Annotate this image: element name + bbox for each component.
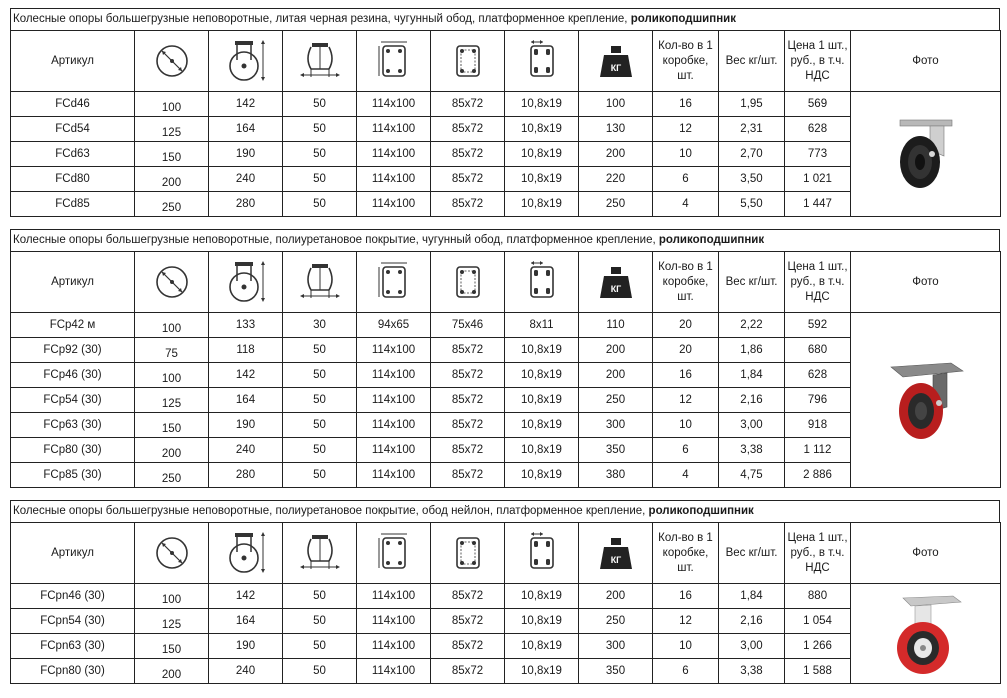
plate-size-icon — [357, 252, 431, 313]
box-cell: 12 — [653, 388, 719, 413]
height-cell: 190 — [209, 634, 283, 659]
plate-cell: 114x100 — [357, 413, 431, 438]
bolts-cell: 85x72 — [431, 438, 505, 463]
weight-badge: КГ — [610, 63, 621, 73]
box-cell: 20 — [653, 313, 719, 338]
load-cell: 200 — [579, 363, 653, 388]
width-cell: 50 — [283, 92, 357, 117]
per-box-header — [653, 523, 719, 584]
width-cell: 50 — [283, 388, 357, 413]
article-cell: FCd46 — [11, 92, 135, 117]
plate-size-icon — [357, 31, 431, 92]
price-cell: 918 — [785, 413, 851, 438]
kg-cell: 3,50 — [719, 167, 785, 192]
title-bold-text: роликоподшипник — [648, 505, 754, 517]
weight-badge: КГ — [610, 555, 621, 565]
kg-cell: 1,95 — [719, 92, 785, 117]
caster-photo-black — [851, 114, 1000, 194]
diameter-cell: 200 — [135, 659, 209, 684]
kg-cell: 2,70 — [719, 142, 785, 167]
box-cell: 10 — [653, 413, 719, 438]
article-cell: FCpn63 (30) — [11, 634, 135, 659]
plate-cell: 114x100 — [357, 584, 431, 609]
article-cell: FCp42 м — [11, 313, 135, 338]
bolts-cell: 85x72 — [431, 584, 505, 609]
diameter-cell: 150 — [135, 413, 209, 438]
diameter-cell: 200 — [135, 167, 209, 192]
bolts-cell: 85x72 — [431, 609, 505, 634]
load-cell: 300 — [579, 634, 653, 659]
header-row — [11, 523, 1001, 584]
catalog-page — [10, 8, 1000, 696]
article-cell: FCpn46 (30) — [11, 584, 135, 609]
plate-cell: 114x100 — [357, 338, 431, 363]
wheel-width-icon — [283, 31, 357, 92]
width-cell: 30 — [283, 313, 357, 338]
bolt-hole-icon — [505, 252, 579, 313]
bolts-cell: 85x72 — [431, 463, 505, 488]
kg-cell: 3,00 — [719, 413, 785, 438]
article-cell: FCp54 (30) — [11, 388, 135, 413]
bolts-cell: 85x72 — [431, 413, 505, 438]
price-cell: 1 021 — [785, 167, 851, 192]
article-header: Артикул — [11, 523, 135, 584]
caster-photo-red — [851, 355, 1000, 445]
width-cell: 50 — [283, 659, 357, 684]
photo-cell — [851, 313, 1001, 488]
load-cell: 300 — [579, 413, 653, 438]
price-cell: 1 112 — [785, 438, 851, 463]
article-cell: FCp85 (30) — [11, 463, 135, 488]
wheel-diameter-icon — [135, 523, 209, 584]
bolts-cell: 85x72 — [431, 92, 505, 117]
load-cell: 250 — [579, 609, 653, 634]
product-table-3 — [10, 500, 1000, 684]
box-cell: 10 — [653, 634, 719, 659]
kg-cell: 2,16 — [719, 388, 785, 413]
load-cell: 350 — [579, 438, 653, 463]
load-cell: 250 — [579, 192, 653, 217]
price-cell: 1 588 — [785, 659, 851, 684]
price-cell: 628 — [785, 117, 851, 142]
load-cell: 380 — [579, 463, 653, 488]
box-cell: 6 — [653, 659, 719, 684]
weight-label: Вес кг/шт. — [725, 275, 778, 288]
hole-cell: 8x11 — [505, 313, 579, 338]
plate-cell: 114x100 — [357, 117, 431, 142]
hole-cell: 10,8x19 — [505, 438, 579, 463]
bolts-cell: 75x46 — [431, 313, 505, 338]
load-weight-icon — [579, 252, 653, 313]
box-cell: 6 — [653, 167, 719, 192]
spec-table — [10, 522, 1001, 684]
height-cell: 133 — [209, 313, 283, 338]
bolts-cell: 85x72 — [431, 659, 505, 684]
spec-table — [10, 251, 1001, 488]
title-bold-text: роликоподшипник — [630, 13, 736, 25]
table-row — [11, 313, 1001, 338]
load-cell: 130 — [579, 117, 653, 142]
spec-table — [10, 30, 1001, 217]
width-cell: 50 — [283, 117, 357, 142]
kg-cell: 2,22 — [719, 313, 785, 338]
wheel-diameter-icon — [135, 252, 209, 313]
title-text: Колесные опоры большегрузные неповоротные, полиуретановое покрытие, чугунный обод, платформенное крепление, — [13, 234, 659, 246]
height-cell: 240 — [209, 167, 283, 192]
plate-cell: 114x100 — [357, 438, 431, 463]
article-cell: FCp46 (30) — [11, 363, 135, 388]
kg-cell: 2,31 — [719, 117, 785, 142]
box-cell: 4 — [653, 192, 719, 217]
wheel-width-icon — [283, 523, 357, 584]
photo-header: Фото — [851, 31, 1001, 92]
weight-label: Вес кг/шт. — [725, 546, 778, 559]
table-row — [11, 92, 1001, 117]
width-cell: 50 — [283, 634, 357, 659]
wheel-diameter-icon — [135, 31, 209, 92]
load-cell: 200 — [579, 142, 653, 167]
load-weight-icon — [579, 523, 653, 584]
per-box-label: Кол-во в 1 коробке, шт. — [658, 39, 713, 82]
height-cell: 280 — [209, 192, 283, 217]
bolt-hole-icon — [505, 523, 579, 584]
height-cell: 164 — [209, 609, 283, 634]
price-cell: 592 — [785, 313, 851, 338]
height-cell: 280 — [209, 463, 283, 488]
width-cell: 50 — [283, 438, 357, 463]
load-cell: 350 — [579, 659, 653, 684]
table-title — [10, 8, 1000, 30]
diameter-cell: 150 — [135, 634, 209, 659]
price-cell: 569 — [785, 92, 851, 117]
total-height-icon — [209, 523, 283, 584]
plate-cell: 114x100 — [357, 167, 431, 192]
box-cell: 12 — [653, 117, 719, 142]
kg-cell: 3,38 — [719, 659, 785, 684]
diameter-cell: 75 — [135, 338, 209, 363]
hole-cell: 10,8x19 — [505, 584, 579, 609]
price-cell: 680 — [785, 338, 851, 363]
diameter-cell: 250 — [135, 192, 209, 217]
article-cell: FCpn54 (30) — [11, 609, 135, 634]
diameter-cell: 125 — [135, 117, 209, 142]
hole-cell: 10,8x19 — [505, 413, 579, 438]
plate-cell: 114x100 — [357, 142, 431, 167]
hole-cell: 10,8x19 — [505, 609, 579, 634]
height-cell: 240 — [209, 438, 283, 463]
article-cell: FCp92 (30) — [11, 338, 135, 363]
diameter-cell: 100 — [135, 313, 209, 338]
plate-cell: 114x100 — [357, 92, 431, 117]
price-cell: 2 886 — [785, 463, 851, 488]
price-cell: 1 054 — [785, 609, 851, 634]
kg-cell: 4,75 — [719, 463, 785, 488]
per-box-label: Кол-во в 1 коробке, шт. — [658, 260, 713, 303]
article-cell: FCd80 — [11, 167, 135, 192]
box-cell: 6 — [653, 438, 719, 463]
title-bold-text: роликоподшипник — [658, 234, 765, 246]
bolts-cell: 85x72 — [431, 117, 505, 142]
article-cell: FCd54 — [11, 117, 135, 142]
bolts-cell: 85x72 — [431, 142, 505, 167]
article-header: Артикул — [11, 31, 135, 92]
load-cell: 110 — [579, 313, 653, 338]
hole-cell: 10,8x19 — [505, 659, 579, 684]
product-table-1 — [10, 8, 1000, 217]
height-cell: 240 — [209, 659, 283, 684]
hole-cell: 10,8x19 — [505, 388, 579, 413]
load-cell: 200 — [579, 338, 653, 363]
plate-cell: 114x100 — [357, 609, 431, 634]
bolt-spacing-icon — [431, 252, 505, 313]
load-cell: 100 — [579, 92, 653, 117]
price-cell: 880 — [785, 584, 851, 609]
per-box-header — [653, 252, 719, 313]
product-table-2 — [10, 229, 1000, 488]
width-cell: 50 — [283, 142, 357, 167]
weight-header — [719, 31, 785, 92]
plate-cell: 114x100 — [357, 659, 431, 684]
hole-cell: 10,8x19 — [505, 92, 579, 117]
article-cell: FCd85 — [11, 192, 135, 217]
total-height-icon — [209, 252, 283, 313]
plate-size-icon — [357, 523, 431, 584]
load-cell: 250 — [579, 388, 653, 413]
height-cell: 190 — [209, 413, 283, 438]
price-header — [785, 523, 851, 584]
plate-cell: 114x100 — [357, 363, 431, 388]
height-cell: 164 — [209, 117, 283, 142]
price-label: Цена 1 шт., руб., в т.ч. НДС — [787, 531, 848, 574]
price-header — [785, 252, 851, 313]
hole-cell: 10,8x19 — [505, 167, 579, 192]
kg-cell: 1,84 — [719, 584, 785, 609]
price-label: Цена 1 шт., руб., в т.ч. НДС — [787, 39, 848, 82]
diameter-cell: 100 — [135, 363, 209, 388]
height-cell: 190 — [209, 142, 283, 167]
plate-cell: 94x65 — [357, 313, 431, 338]
photo-header: Фото — [851, 523, 1001, 584]
bolts-cell: 85x72 — [431, 167, 505, 192]
bolts-cell: 85x72 — [431, 192, 505, 217]
box-cell: 10 — [653, 142, 719, 167]
diameter-cell: 125 — [135, 388, 209, 413]
kg-cell: 3,38 — [719, 438, 785, 463]
diameter-cell: 125 — [135, 609, 209, 634]
plate-cell: 114x100 — [357, 388, 431, 413]
price-cell: 628 — [785, 363, 851, 388]
box-cell: 20 — [653, 338, 719, 363]
price-cell: 796 — [785, 388, 851, 413]
weight-header — [719, 252, 785, 313]
width-cell: 50 — [283, 413, 357, 438]
header-row — [11, 31, 1001, 92]
width-cell: 50 — [283, 338, 357, 363]
kg-cell: 1,84 — [719, 363, 785, 388]
kg-cell: 3,00 — [719, 634, 785, 659]
diameter-cell: 100 — [135, 92, 209, 117]
box-cell: 16 — [653, 92, 719, 117]
bolts-cell: 85x72 — [431, 634, 505, 659]
caster-photo-red-nylon — [851, 590, 1000, 678]
plate-cell: 114x100 — [357, 192, 431, 217]
title-text: Колесные опоры большегрузные неповоротные, полиуретановое покрытие, обод нейлон, платформенное крепление, — [13, 505, 649, 517]
price-cell: 1 266 — [785, 634, 851, 659]
article-cell: FCp80 (30) — [11, 438, 135, 463]
hole-cell: 10,8x19 — [505, 338, 579, 363]
width-cell: 50 — [283, 167, 357, 192]
kg-cell: 2,16 — [719, 609, 785, 634]
photo-cell — [851, 92, 1001, 217]
kg-cell: 1,86 — [719, 338, 785, 363]
wheel-width-icon — [283, 252, 357, 313]
hole-cell: 10,8x19 — [505, 463, 579, 488]
plate-cell: 114x100 — [357, 634, 431, 659]
box-cell: 16 — [653, 363, 719, 388]
load-weight-icon — [579, 31, 653, 92]
price-cell: 773 — [785, 142, 851, 167]
article-cell: FCpn80 (30) — [11, 659, 135, 684]
diameter-cell: 250 — [135, 463, 209, 488]
width-cell: 50 — [283, 363, 357, 388]
hole-cell: 10,8x19 — [505, 117, 579, 142]
plate-cell: 114x100 — [357, 463, 431, 488]
bolt-hole-icon — [505, 31, 579, 92]
width-cell: 50 — [283, 609, 357, 634]
bolts-cell: 85x72 — [431, 388, 505, 413]
per-box-label: Кол-во в 1 коробке, шт. — [658, 531, 713, 574]
width-cell: 50 — [283, 584, 357, 609]
bolts-cell: 85x72 — [431, 363, 505, 388]
width-cell: 50 — [283, 463, 357, 488]
weight-label: Вес кг/шт. — [725, 54, 778, 67]
price-cell: 1 447 — [785, 192, 851, 217]
price-header — [785, 31, 851, 92]
bolt-spacing-icon — [431, 523, 505, 584]
total-height-icon — [209, 31, 283, 92]
table-title — [10, 500, 1000, 522]
photo-cell — [851, 584, 1001, 684]
load-cell: 220 — [579, 167, 653, 192]
table-row — [11, 584, 1001, 609]
diameter-cell: 100 — [135, 584, 209, 609]
diameter-cell: 150 — [135, 142, 209, 167]
article-header: Артикул — [11, 252, 135, 313]
weight-header — [719, 523, 785, 584]
bolt-spacing-icon — [431, 31, 505, 92]
height-cell: 142 — [209, 92, 283, 117]
weight-badge: КГ — [610, 284, 621, 294]
price-label: Цена 1 шт., руб., в т.ч. НДС — [787, 260, 848, 303]
load-cell: 200 — [579, 584, 653, 609]
table-title — [10, 229, 1000, 251]
header-row — [11, 252, 1001, 313]
hole-cell: 10,8x19 — [505, 192, 579, 217]
per-box-header — [653, 31, 719, 92]
box-cell: 4 — [653, 463, 719, 488]
diameter-cell: 200 — [135, 438, 209, 463]
box-cell: 16 — [653, 584, 719, 609]
article-cell: FCp63 (30) — [11, 413, 135, 438]
kg-cell: 5,50 — [719, 192, 785, 217]
height-cell: 118 — [209, 338, 283, 363]
height-cell: 142 — [209, 363, 283, 388]
title-text: Колесные опоры большегрузные неповоротные, литая черная резина, чугунный обод, платформенное крепление, — [13, 13, 631, 25]
hole-cell: 10,8x19 — [505, 363, 579, 388]
hole-cell: 10,8x19 — [505, 634, 579, 659]
width-cell: 50 — [283, 192, 357, 217]
hole-cell: 10,8x19 — [505, 142, 579, 167]
bolts-cell: 85x72 — [431, 338, 505, 363]
article-cell: FCd63 — [11, 142, 135, 167]
height-cell: 142 — [209, 584, 283, 609]
height-cell: 164 — [209, 388, 283, 413]
box-cell: 12 — [653, 609, 719, 634]
photo-header: Фото — [851, 252, 1001, 313]
